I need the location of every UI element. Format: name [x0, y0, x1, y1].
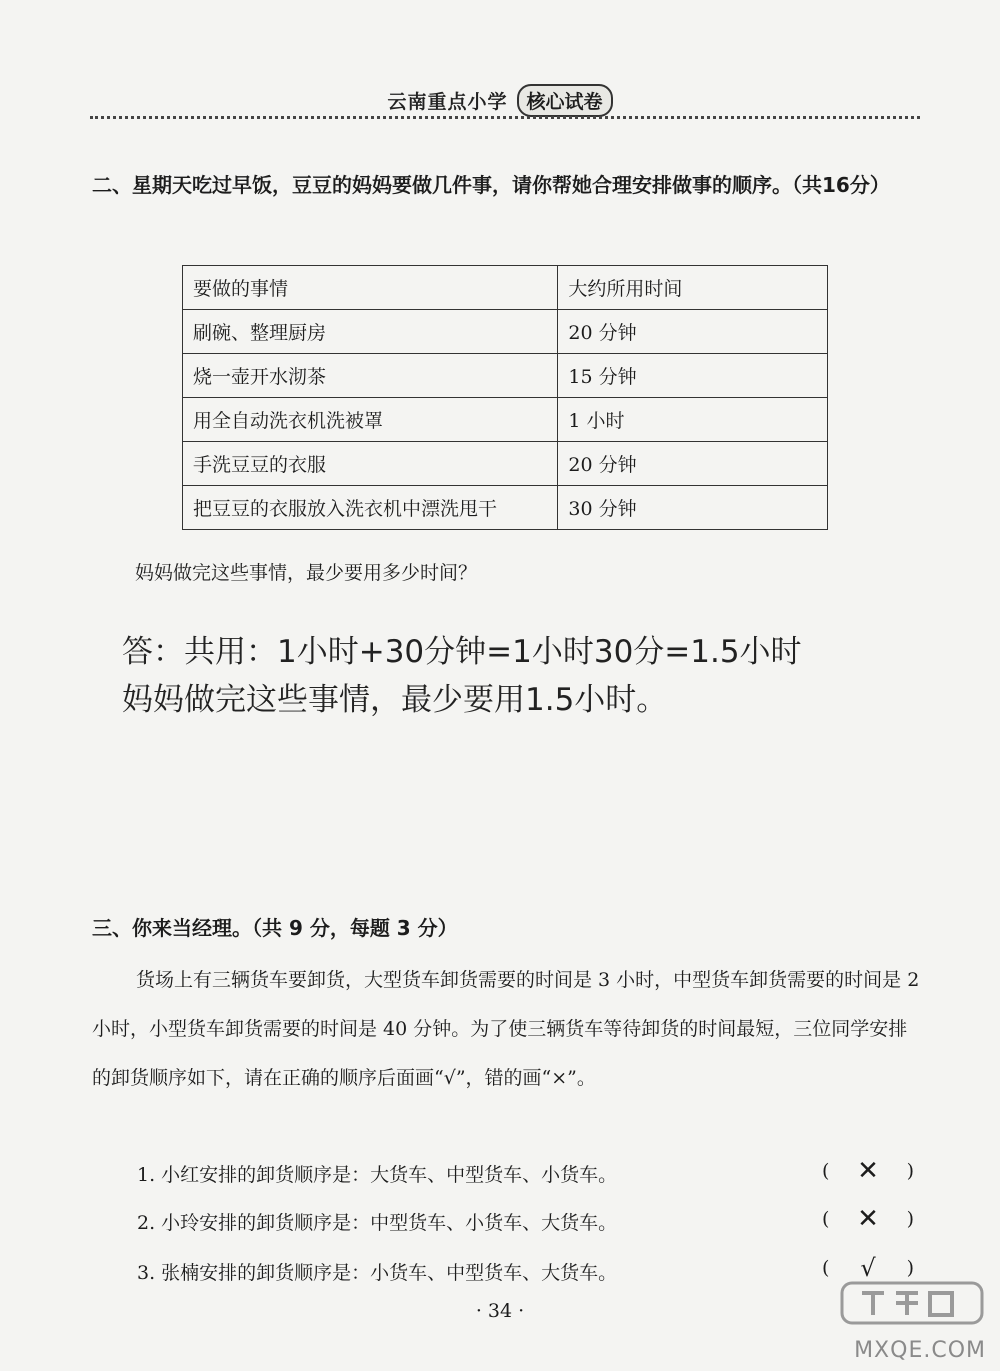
check-mark-icon: √ — [860, 1254, 876, 1282]
page-number: · 34 · — [475, 1300, 525, 1322]
table-row — [183, 310, 828, 354]
table-cell-time: 30 分钟 — [558, 486, 828, 530]
table-cell-time: 1 小时 — [558, 398, 828, 442]
table-cell-task: 手洗豆豆的衣服 — [183, 442, 558, 486]
paren-close: ) — [906, 1257, 914, 1279]
header-badge: 核心试卷 — [517, 84, 613, 117]
option-1-text: 1. 小红安排的卸货顺序是：大货车、中型货车、小货车。 — [137, 1164, 618, 1186]
table-cell-task: 烧一壶开水沏茶 — [183, 354, 558, 398]
answer-line-1: 答：共用：1小时+30分钟=1小时30分=1.5小时 — [122, 634, 802, 670]
section2-heading: 二、星期天吃过早饭，豆豆的妈妈要做几件事，请你帮她合理安排做事的顺序。（共16分） — [92, 173, 890, 197]
table-cell-time: 20 分钟 — [558, 442, 828, 486]
cross-mark-icon: ✕ — [857, 1156, 879, 1186]
table-cell-time: 20 分钟 — [558, 310, 828, 354]
paren-close: ) — [906, 1160, 914, 1182]
table-cell-task: 把豆豆的衣服放入洗衣机中漂洗甩干 — [183, 486, 558, 530]
header-title: 云南重点小学 — [387, 91, 508, 113]
answer-line-2: 妈妈做完这些事情，最少要用1.5小时。 — [122, 682, 668, 718]
table-row — [183, 354, 828, 398]
table-header-cell: 要做的事情 — [183, 266, 558, 310]
table-header-row — [183, 266, 828, 310]
section3-heading: 三、你来当经理。（共 9 分，每题 3 分） — [92, 916, 458, 940]
section3-paragraph: 货场上有三辆货车要卸货，大型货车卸货需要的时间是 3 小时，中型货车卸货需要的时间是 2 小时，小型货车卸货需要的时间是 40 分钟。为了使三辆货车等待卸货的时间最短，三位同学安排的卸货顺序如下，请在正确的顺序后面画“√”，错的画“×”。 — [92, 969, 920, 1089]
option-1-answer — [822, 1156, 914, 1186]
watermark-text: MXQE.COM — [854, 1338, 986, 1363]
option-2-answer — [822, 1204, 914, 1234]
header-divider — [90, 116, 920, 119]
option-2-text: 2. 小玲安排的卸货顺序是：中型货车、小货车、大货车。 — [137, 1212, 618, 1234]
paren-open: ( — [822, 1160, 830, 1182]
table-cell-time: 15 分钟 — [558, 354, 828, 398]
page-header — [0, 84, 1000, 117]
paren-open: ( — [822, 1257, 830, 1279]
section2-question: 妈妈做完这些事情，最少要用多少时间？ — [135, 562, 478, 584]
paren-close: ) — [906, 1208, 914, 1230]
option-3-text: 3. 张楠安排的卸货顺序是：小货车、中型货车、大货车。 — [137, 1262, 618, 1284]
paren-open: ( — [822, 1208, 830, 1230]
task-time-table — [182, 265, 828, 530]
table-cell-task: 刷碗、整理厨房 — [183, 310, 558, 354]
cross-mark-icon: ✕ — [857, 1204, 879, 1234]
table-row — [183, 442, 828, 486]
table-header-cell: 大约所用时间 — [558, 266, 828, 310]
section2-answer — [122, 628, 802, 724]
table-row — [183, 486, 828, 530]
table-cell-task: 用全自动洗衣机洗被罩 — [183, 398, 558, 442]
table-row — [183, 398, 828, 442]
